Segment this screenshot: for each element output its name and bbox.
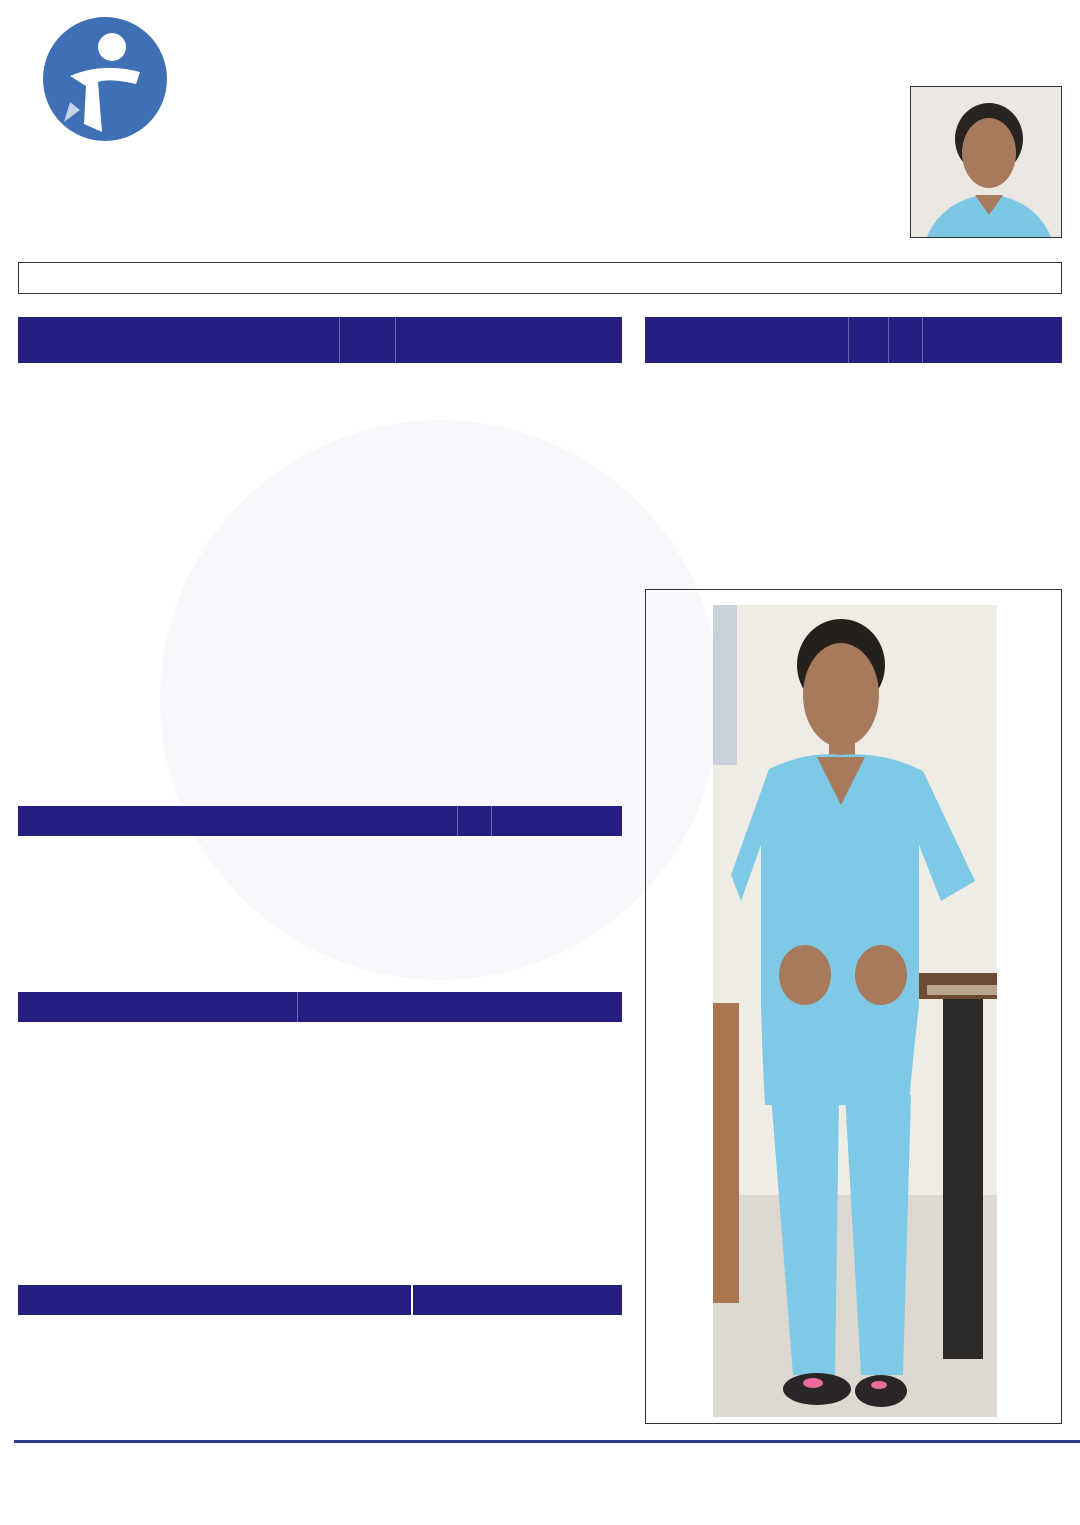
work-header-ar (298, 992, 622, 1022)
details-header (18, 317, 622, 363)
language-header-spacer (458, 806, 492, 836)
applicant-full-photo (713, 605, 997, 1417)
details-header-ar (396, 317, 622, 363)
abroad-header-blank (18, 1285, 413, 1315)
applicant-full-photo-frame (645, 589, 1062, 1424)
footer-divider (14, 1440, 1080, 1443)
language-header (18, 806, 622, 836)
details-header-spacer (340, 317, 396, 363)
name-in-full-box (18, 262, 1062, 294)
full-body-figure-icon (713, 605, 997, 1417)
abroad-header-gap (413, 1285, 447, 1315)
language-header-ar (492, 806, 622, 836)
abroad-header-ar (447, 1285, 622, 1315)
passport-header (645, 317, 1062, 363)
passport-header-spacer-1 (849, 317, 889, 363)
language-header-en (18, 806, 458, 836)
passport-header-en (645, 317, 849, 363)
work-header (18, 992, 622, 1022)
work-header-en (18, 992, 298, 1022)
logo-emblem-icon (40, 14, 170, 144)
abroad-header (18, 1285, 622, 1315)
passport-header-spacer-2 (889, 317, 923, 363)
portrait-silhouette-icon (911, 87, 1061, 237)
company-logo (40, 14, 170, 144)
background-watermark (160, 420, 720, 980)
details-header-en (18, 317, 340, 363)
passport-header-ar (923, 317, 1062, 363)
applicant-portrait-photo (910, 86, 1062, 238)
